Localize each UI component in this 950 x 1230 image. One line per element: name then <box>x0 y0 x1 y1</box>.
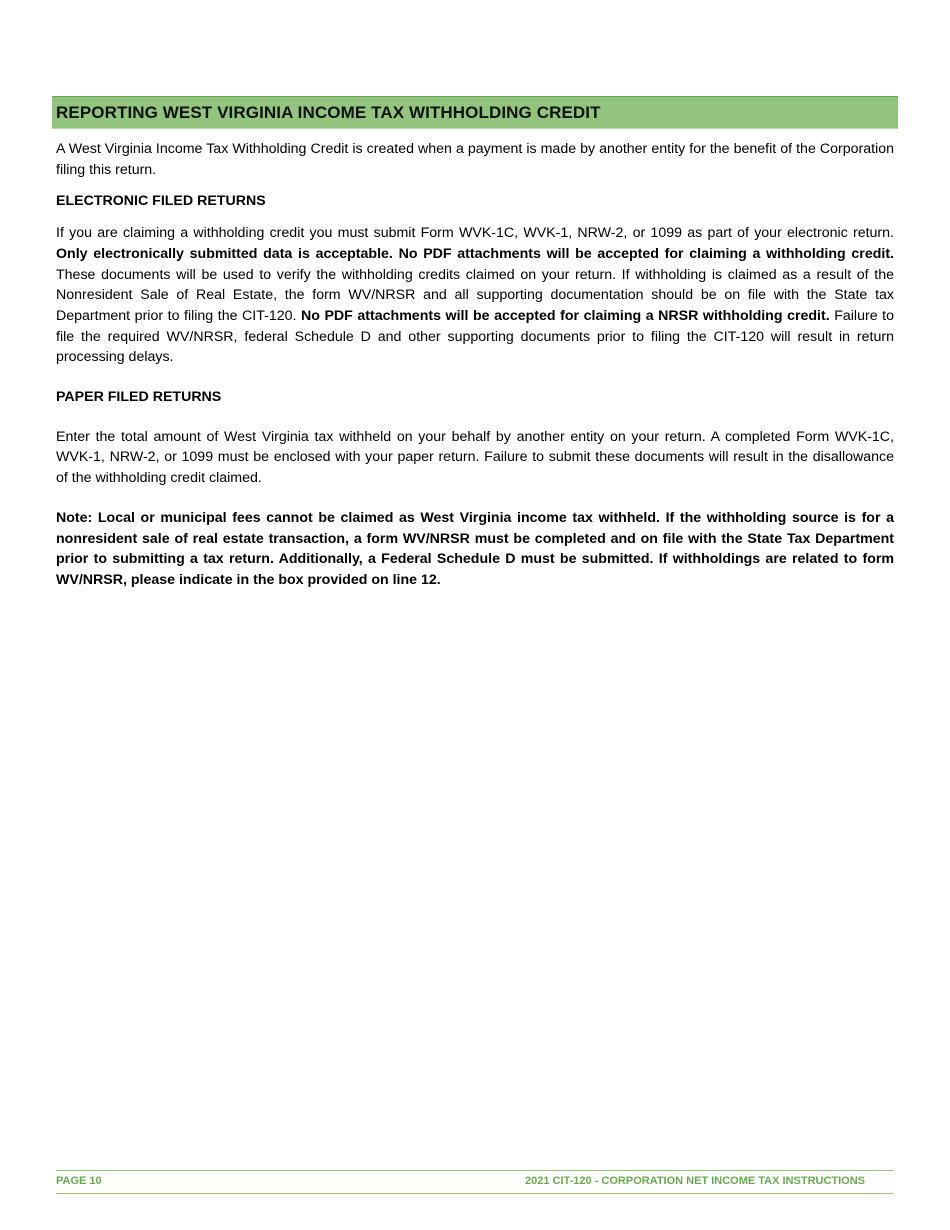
content-body <box>56 139 894 591</box>
intro-paragraph: A West Virginia Income Tax Withholding Credit is created when a payment is made by another entity for the benefit of the Corporation filing this return. <box>56 141 894 178</box>
electronic-text-1: If you are claiming a withholding credit you must submit Form WVK-1C, WVK-1, NRW-2, or 1099 as part of your electronic return. <box>56 225 894 242</box>
electronic-text-2: These documents will be used to verify the withholding credits claimed on your return. If withholding is claimed as a result of the Nonresident Sale of Real Estate, the form WV/NRSR and all supporting documentation should be on file with the State tax Department prior to filing the CIT-120. <box>56 266 894 324</box>
electronic-returns-heading: ELECTRONIC FILED RETURNS <box>56 193 266 210</box>
footer-divider-bottom <box>56 1193 894 1194</box>
note-paragraph: Note: Local or municipal fees cannot be claimed as West Virginia income tax withheld. If the withholding source is for a nonresident sale of real estate transaction, a form WV/NRSR must be completed and on file with the State Tax Department prior to submitting a tax return. Additionally, a Federal Schedule D must be submitted. If withholdings are related to form WV/NRSR, please indicate in the box provided on line 12. <box>56 509 894 588</box>
electronic-returns-paragraph <box>56 223 894 368</box>
section-title: REPORTING WEST VIRGINIA INCOME TAX WITHHOLDING CREDIT <box>52 96 898 129</box>
electronic-bold-2: No PDF attachments will be accepted for claiming a NRSR withholding credit. <box>301 307 830 324</box>
footer-divider-top <box>56 1170 894 1171</box>
electronic-bold-1: Only electronically submitted data is acceptable. No PDF attachments will be accepted for claiming a withholding credit. <box>56 245 894 262</box>
paper-returns-paragraph: Enter the total amount of West Virginia tax withheld on your behalf by another entity on your return. A completed Form WVK-1C, WVK-1, NRW-2, or 1099 must be enclosed with your paper return. Failure to submit these documents will result in the disallowance of the withholding credit claimed. <box>56 428 894 487</box>
page-number: PAGE 10 <box>56 1175 102 1187</box>
document-title: 2021 CIT-120 - CORPORATION NET INCOME TAX INSTRUCTIONS <box>525 1175 866 1187</box>
paper-returns-heading: PAPER FILED RETURNS <box>56 389 222 406</box>
electronic-text-3: Failure to file the required WV/NRSR, federal Schedule D and other supporting documents prior to filing the CIT-120 will result in return processing delays. <box>56 307 894 366</box>
